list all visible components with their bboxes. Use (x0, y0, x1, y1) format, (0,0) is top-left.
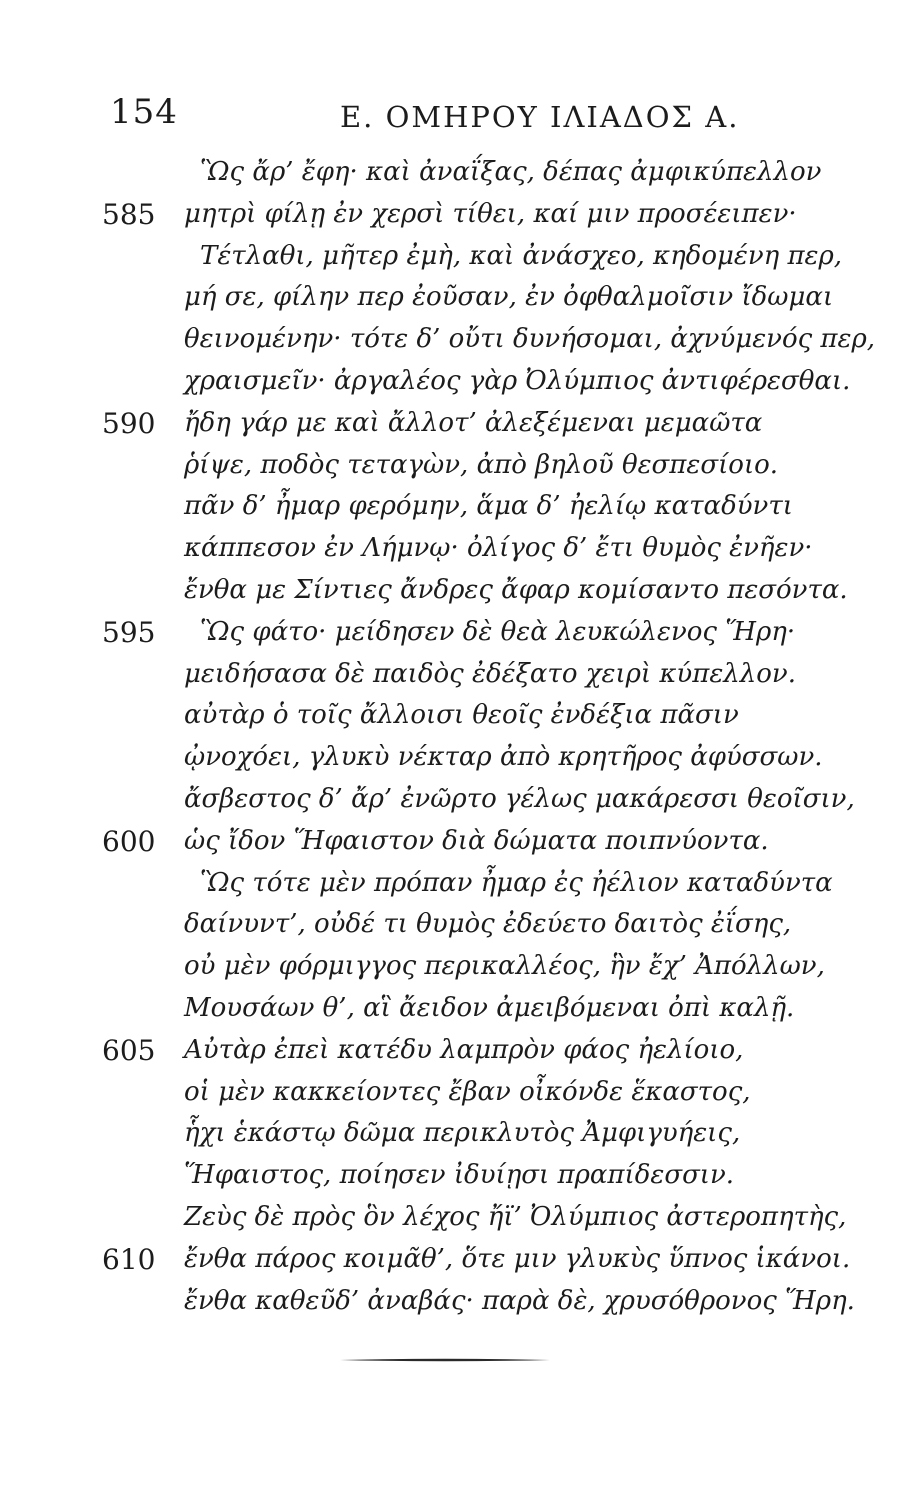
verse-line (0, 1072, 922, 1114)
verse-text: Μουσάων θ’, αἳ ἄειδον ἀμειβόμεναι ὀπὶ καλῇ. (184, 992, 795, 1023)
verse-line (0, 1113, 922, 1155)
verse-text: ἤδη γάρ με καὶ ἄλλοτ’ ἀλεξέμεναι μεμαῶτα (184, 407, 763, 438)
verse-line (0, 779, 922, 821)
verse-text: Ἥφαιστος, ποίησεν ἰδυίῃσι πραπίδεσσιν. (184, 1160, 735, 1191)
verse-text: Αὐτὰρ ἐπεὶ κατέδυ λαμπρὸν φάος ἠελίοιο, (184, 1034, 744, 1065)
end-rule (340, 1358, 550, 1362)
verse-text: μειδήσασα δὲ παιδὸς ἐδέξατο χειρὶ κύπελλον. (184, 658, 796, 689)
verse-line (0, 319, 922, 361)
verse-line (0, 486, 922, 528)
verse-text: οἱ μὲν κακκείοντες ἔβαν οἶκόνδε ἕκαστος, (184, 1076, 751, 1107)
verse-line (0, 946, 922, 988)
line-number: 595 (102, 615, 156, 649)
line-number: 590 (102, 406, 156, 440)
verse-line (0, 821, 922, 863)
verse-text: ἔνθα με Σίντιες ἄνδρες ἄφαρ κομίσαντο πεσόντα. (184, 574, 848, 605)
verse-line (0, 863, 922, 905)
verse-line (0, 1155, 922, 1197)
verse-line (0, 152, 922, 194)
verse-text: ἔνθα πάρος κοιμᾶθ’, ὅτε μιν γλυκὺς ὕπνος ἱκάνοι. (184, 1243, 851, 1274)
verse-text: μή σε, φίλην περ ἐοῦσαν, ἐν ὀφθαλμοῖσιν ἴδωμαι (184, 282, 834, 313)
page-number: 154 (110, 92, 178, 132)
verse-text: αὐτὰρ ὁ τοῖς ἄλλοισι θεοῖς ἐνδέξια πᾶσιν (184, 700, 739, 731)
verse-line (0, 403, 922, 445)
verse-text: Ὣς φάτο· μείδησεν δὲ θεὰ λευκώλενος Ἥρη· (200, 616, 796, 647)
verse-line (0, 612, 922, 654)
verse-line (0, 445, 922, 487)
verse-line (0, 361, 922, 403)
verse-line (0, 737, 922, 779)
verse-block (0, 152, 922, 1322)
verse-line (0, 988, 922, 1030)
verse-line (0, 1197, 922, 1239)
verse-text: ὡς ἴδον Ἥφαιστον διὰ δώματα ποιπνύοντα. (184, 825, 769, 856)
verse-text: δαίνυντ’, οὐδέ τι θυμὸς ἐδεύετο δαιτὸς ἐΐσης, (184, 909, 792, 940)
verse-line (0, 1030, 922, 1072)
verse-line (0, 277, 922, 319)
verse-text: Ὣς ἄρ’ ἔφη· καὶ ἀναΐξας, δέπας ἀμφικύπελλον (200, 157, 822, 187)
verse-text: μητρὶ φίλῃ ἐν χερσὶ τίθει, καί μιν προσέειπεν· (184, 198, 797, 229)
verse-text: Ὣς τότε μὲν πρόπαν ἦμαρ ἐς ἠέλιον καταδύντα (200, 867, 833, 898)
verse-line (0, 194, 922, 236)
line-number: 605 (102, 1033, 156, 1067)
verse-text: ῥίψε, ποδὸς τεταγὼν, ἀπὸ βηλοῦ θεσπεσίοιο. (184, 449, 779, 480)
line-number: 610 (102, 1242, 156, 1276)
verse-text: οὐ μὲν φόρμιγγος περικαλλέος, ἣν ἔχ’ Ἀπόλλων, (184, 951, 825, 982)
verse-text: πᾶν δ’ ἦμαρ φερόμην, ἅμα δ’ ἠελίῳ καταδύντι (184, 491, 793, 522)
verse-text: Ζεὺς δὲ πρὸς ὃν λέχος ἤϊ’ Ὀλύμπιος ἀστεροπητὴς, (184, 1201, 847, 1232)
verse-text: Τέτλαθι, μῆτερ ἐμὴ, καὶ ἀνάσχεο, κηδομένη περ, (200, 240, 843, 271)
line-number: 600 (102, 824, 156, 858)
verse-text: κάππεσον ἐν Λήμνῳ· ὀλίγος δ’ ἔτι θυμὸς ἐνῆεν· (184, 533, 813, 564)
verse-text: θεινομένην· τότε δ’ οὔτι δυνήσομαι, ἀχνύμενός περ, (184, 324, 876, 355)
verse-line (0, 528, 922, 570)
verse-line (0, 904, 922, 946)
verse-line (0, 654, 922, 696)
verse-line (0, 570, 922, 612)
verse-text: ἔνθα καθεῦδ’ ἀναβάς· παρὰ δὲ, χρυσόθρονος Ἥρη. (184, 1285, 855, 1316)
running-head: Ε. ΟΜΗΡΟΥ ΙΛΙΑΔΟΣ Α. (340, 100, 740, 134)
verse-text: ἄσβεστος δ’ ἄρ’ ἐνῶρτο γέλως μακάρεσσι θεοῖσιν, (184, 783, 855, 814)
verse-text: ἧχι ἑκάστῳ δῶμα περικλυτὸς Ἀμφιγυήεις, (184, 1118, 741, 1149)
line-number: 585 (102, 197, 156, 231)
verse-text: ᾠνοχόει, γλυκὺ νέκταρ ἀπὸ κρητῆρος ἀφύσσων. (184, 742, 823, 773)
verse-line (0, 695, 922, 737)
verse-line (0, 236, 922, 278)
verse-line (0, 1281, 922, 1323)
verse-line (0, 1239, 922, 1281)
verse-text: χραισμεῖν· ἀργαλέος γὰρ Ὀλύμπιος ἀντιφέρεσθαι. (184, 365, 851, 396)
